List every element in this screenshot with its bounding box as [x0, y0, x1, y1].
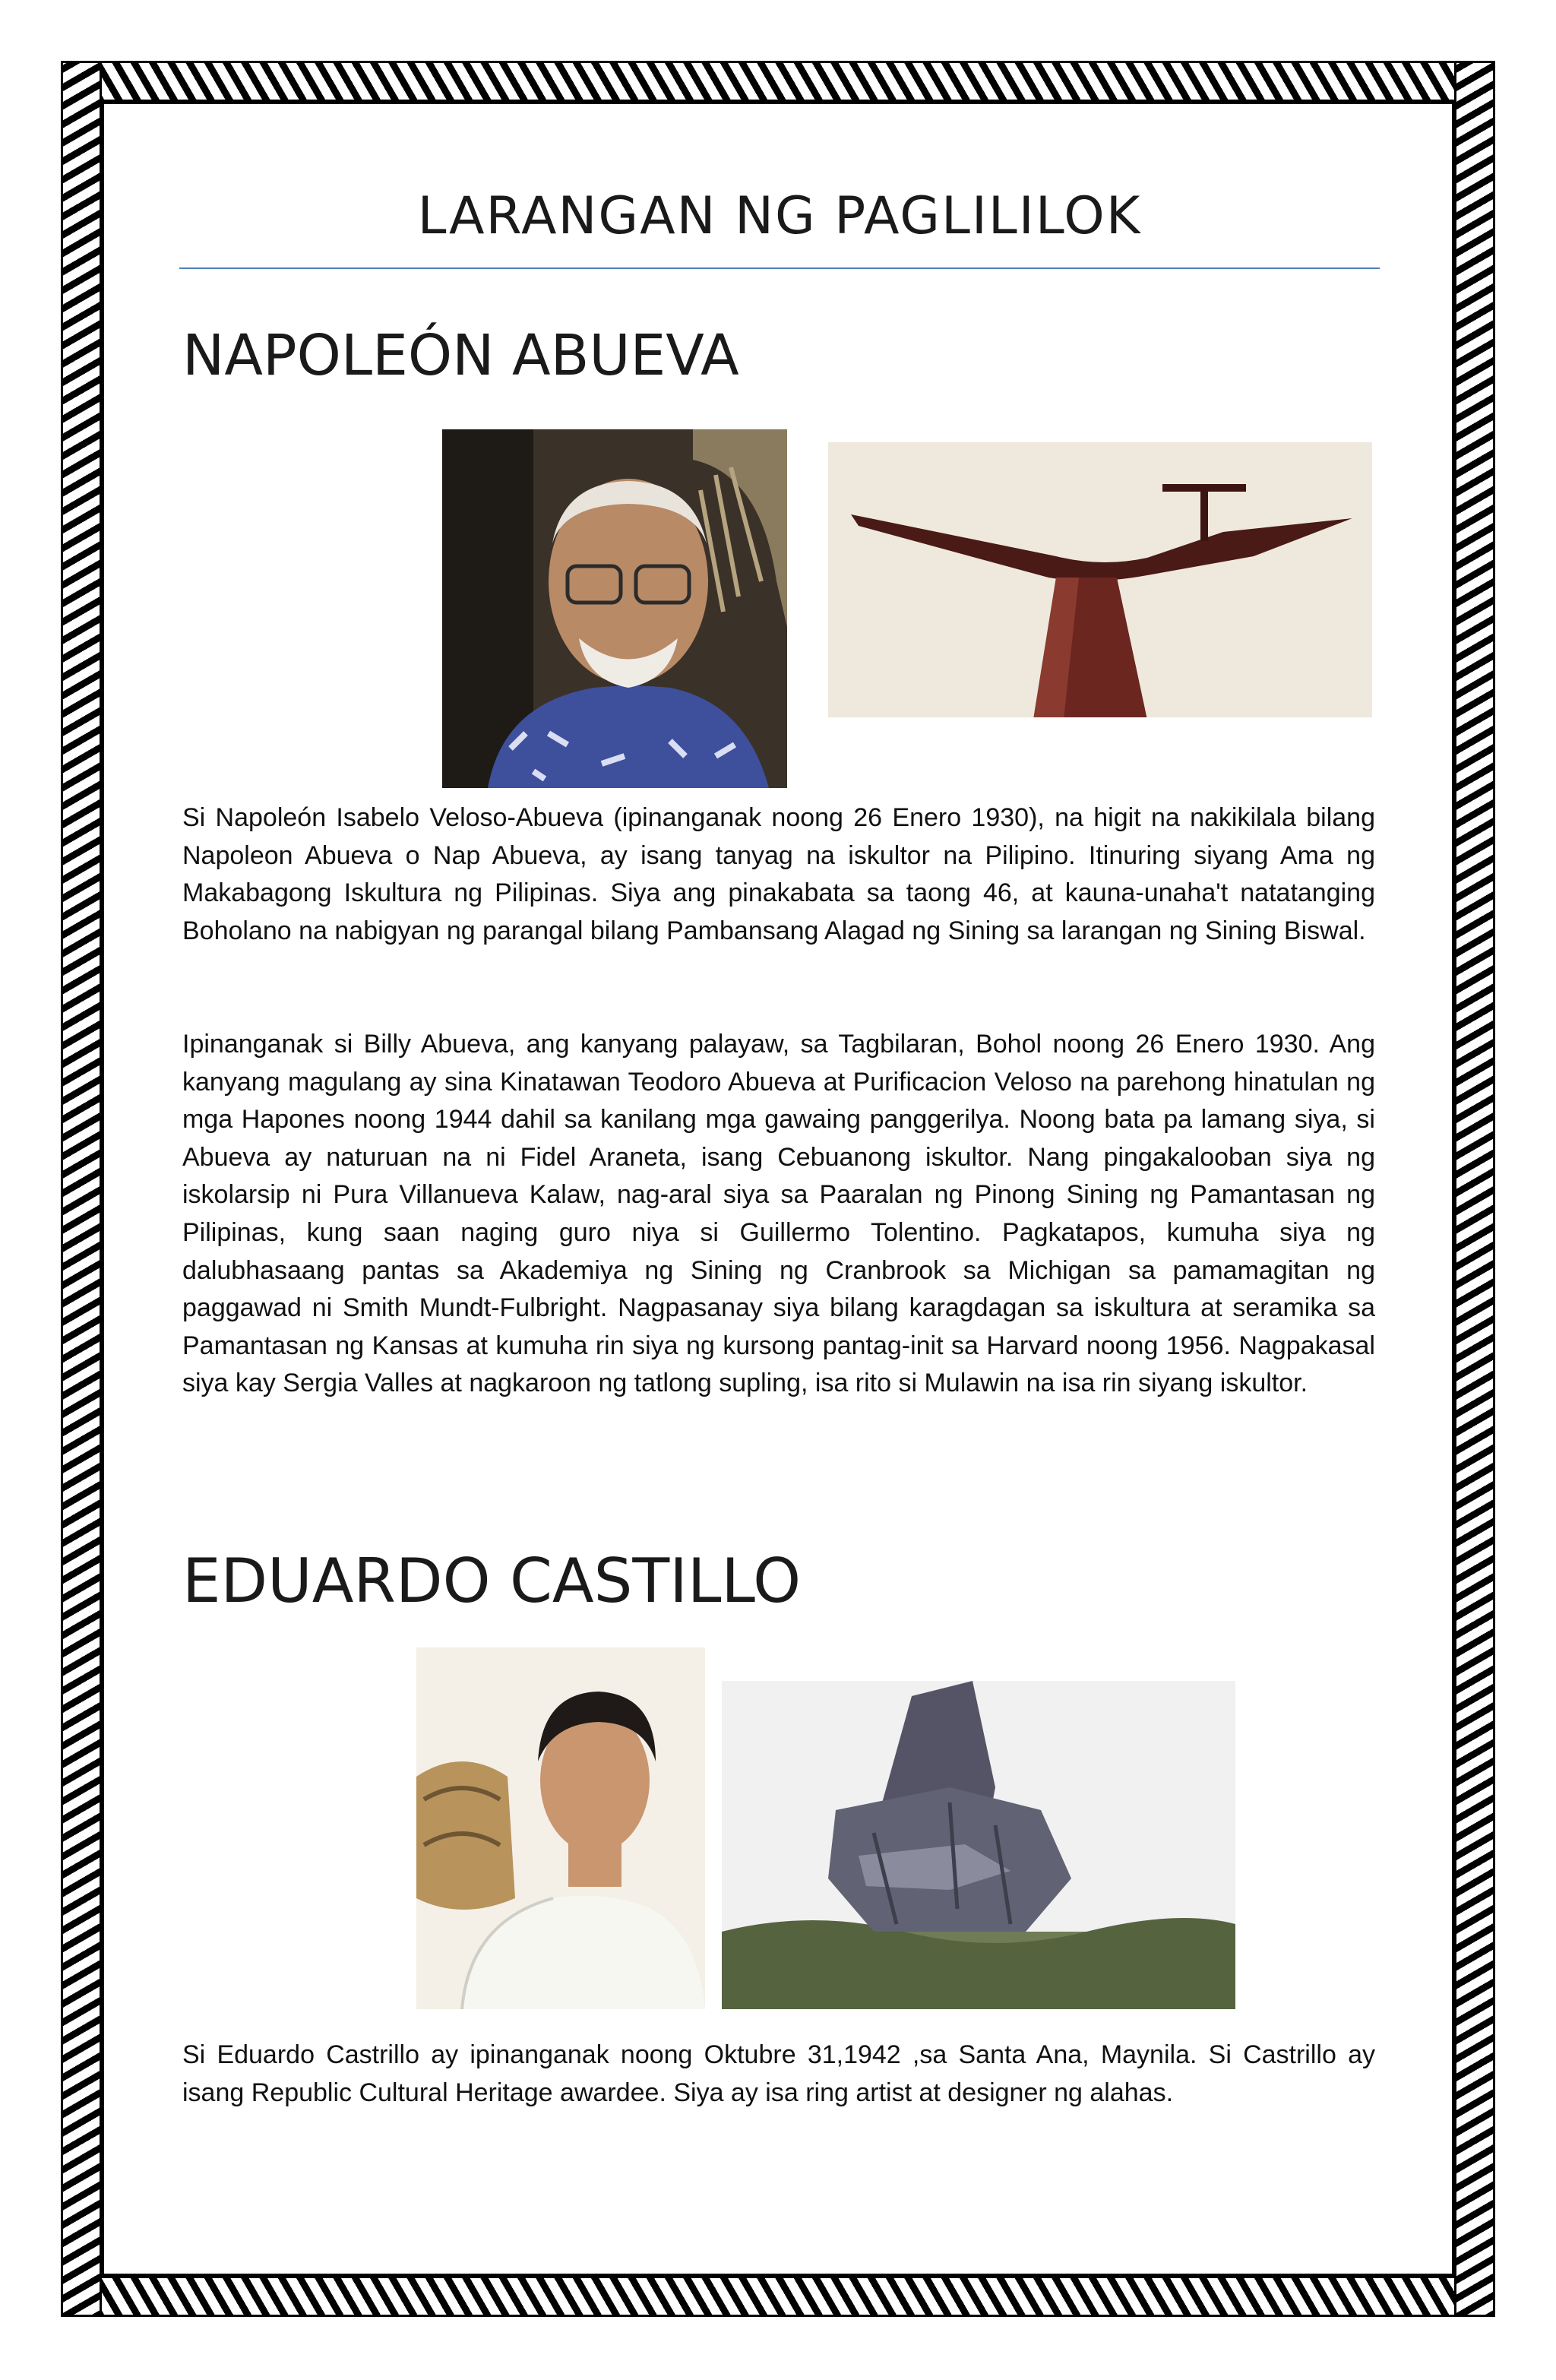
paragraph-castillo-intro: Si Eduardo Castrillo ay ipinanganak noong Oktubre 31,1942 ,sa Santa Ana, Maynila. Si Castrillo ay isang Republic Cultural Heritage awardee. Siya ay isa ring artist at designer ng alahas.: [182, 2040, 1375, 2107]
section-heading-abueva: NAPOLEÓN ABUEVA: [182, 323, 739, 388]
sculpture-photo-castillo: [722, 1681, 1235, 2009]
sculpture-photo-abueva: [828, 442, 1372, 717]
page-title: LARANGAN NG PAGLILILOK: [417, 186, 1142, 246]
decorative-border-top: [61, 61, 1495, 102]
section-heading-castillo: EDUARDO CASTILLO: [182, 1546, 802, 1616]
decorative-border-bottom: [61, 2276, 1495, 2317]
title-divider: [179, 267, 1380, 269]
portrait-photo-abueva: [442, 429, 787, 788]
portrait-photo-castillo: [416, 1647, 705, 2009]
paragraph-abueva-intro: Si Napoleón Isabelo Veloso-Abueva (ipinanganak noong 26 Enero 1930), na higit na nakikilala bilang Napoleon Abueva o Nap Abueva, ay isang tanyag na iskultor na Pilipino. Itinuring siyang Ama ng Makabagong Iskultura ng Pilipinas. Siya ang pinakabata sa taong 46, at kauna-unaha't natatanging Boholano na nabigyan ng parangal bilang Pambansang Alagad ng Sining sa larangan ng Sining Biswal.: [182, 803, 1375, 945]
decorative-border-right: [1454, 61, 1495, 2317]
paragraph-abueva-biography: Ipinanganak si Billy Abueva, ang kanyang palayaw, sa Tagbilaran, Bohol noong 26 Enero 1930. Ang kanyang magulang ay sina Kinatawan Teodoro Abueva at Purificacion Veloso na parehong hinatulan ng mga Hapones noong 1944 dahil sa kanilang mga gawaing panggerilya. Noong bata pa lamang siya, si Abueva ay naturuan na ni Fidel Araneta, isang Cebuanong iskultor. Nang pingakalooban siya ng iskolarsip ni Pura Villanueva Kalaw, nag-aral siya sa Paaralan ng Pinong Sining ng Pamantasan ng Pilipinas, kung saan naging guro niya si Guillermo Tolentino. Pagkatapos, kumuha siya ng dalubhasaang pantas sa Akademiya ng Sining ng Cranbrook sa Michigan sa pamamagitan ng paggawad ni Smith Mundt-Fulbright. Nagpasanay siya bilang karagdagan sa iskultura at seramika sa Pamantasan ng Kansas at kumuha rin siya ng kursong pantag-init sa Harvard noong 1956. Nagpakasal siya kay Sergia Valles at nagkaroon ng tatlong supling, isa rito si Mulawin na isa rin siyang iskultor.: [182, 1030, 1375, 1398]
decorative-border-left: [61, 61, 102, 2317]
